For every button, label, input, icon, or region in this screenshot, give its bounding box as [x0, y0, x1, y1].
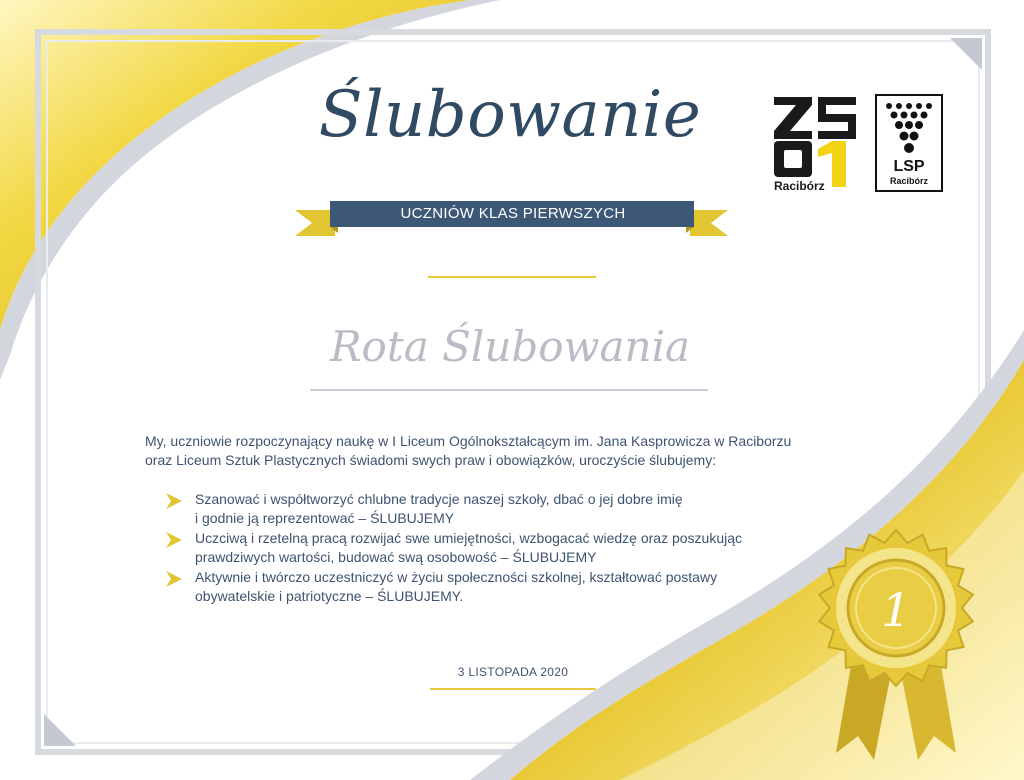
pledge-line-1: Uczciwą i rzetelną pracą rozwijać swe umiejętności, wzbogacać wiedzę oraz poszukując — [195, 530, 743, 546]
ribbon-tail-left — [295, 210, 335, 236]
lsp-logo — [875, 94, 943, 192]
lsp-dots-icon — [877, 98, 941, 158]
pledge-item — [165, 490, 805, 528]
ribbon-tail-right — [690, 210, 728, 236]
gold-corner-top-left — [0, 0, 470, 330]
rota-subtitle: Rota Ślubowania — [329, 322, 691, 371]
pledge-line-2: i godnie ją reprezentować – ŚLUBUJEMY — [195, 510, 455, 526]
arrow-bullet-icon — [165, 531, 183, 549]
arrow-bullet-icon — [165, 570, 183, 588]
ceremony-date: 3 LISTOPADA 2020 — [457, 665, 569, 679]
pledge-list — [165, 490, 805, 607]
pledge-item — [165, 529, 805, 567]
pledge-line-2: prawdziwych wartości, budować swą osobowość – ŚLUBUJEMY — [195, 549, 597, 565]
pledge-line-1: Szanować i współtworzyć chlubne tradycje naszej szkoły, dbać o jej dobre imię — [195, 491, 683, 507]
intro-line-2: oraz Liceum Sztuk Plastycznych świadomi swych praw i obowiązków, uroczyście ślubujemy: — [145, 452, 717, 468]
arrow-bullet-icon — [165, 492, 183, 510]
pledge-line-2: obywatelskie i patriotyczne – ŚLUBUJEMY. — [195, 588, 464, 604]
lsp-logo-city: Racibórz — [889, 176, 928, 186]
seal-number: 1 — [881, 583, 911, 637]
pledge-line-1: Aktywnie i twórczo uczestniczyć w życiu społeczności szkolnej, kształtować postawy — [195, 569, 718, 585]
pledge-item — [165, 568, 805, 606]
certificate-title: Ślubowanie — [318, 78, 702, 152]
seal-icon — [796, 528, 996, 768]
ribbon-label: UCZNIÓW KLAS PIERWSZYCH — [400, 205, 626, 222]
intro-text — [145, 432, 885, 470]
lsp-logo-mark: LSP — [893, 158, 925, 175]
intro-line-1: My, uczniowie rozpoczynający naukę w I Liceum Ogólnokształcącym im. Jana Kasprowicza w Raciborzu — [145, 433, 792, 449]
zso-logo-city: Racibórz — [774, 179, 825, 193]
